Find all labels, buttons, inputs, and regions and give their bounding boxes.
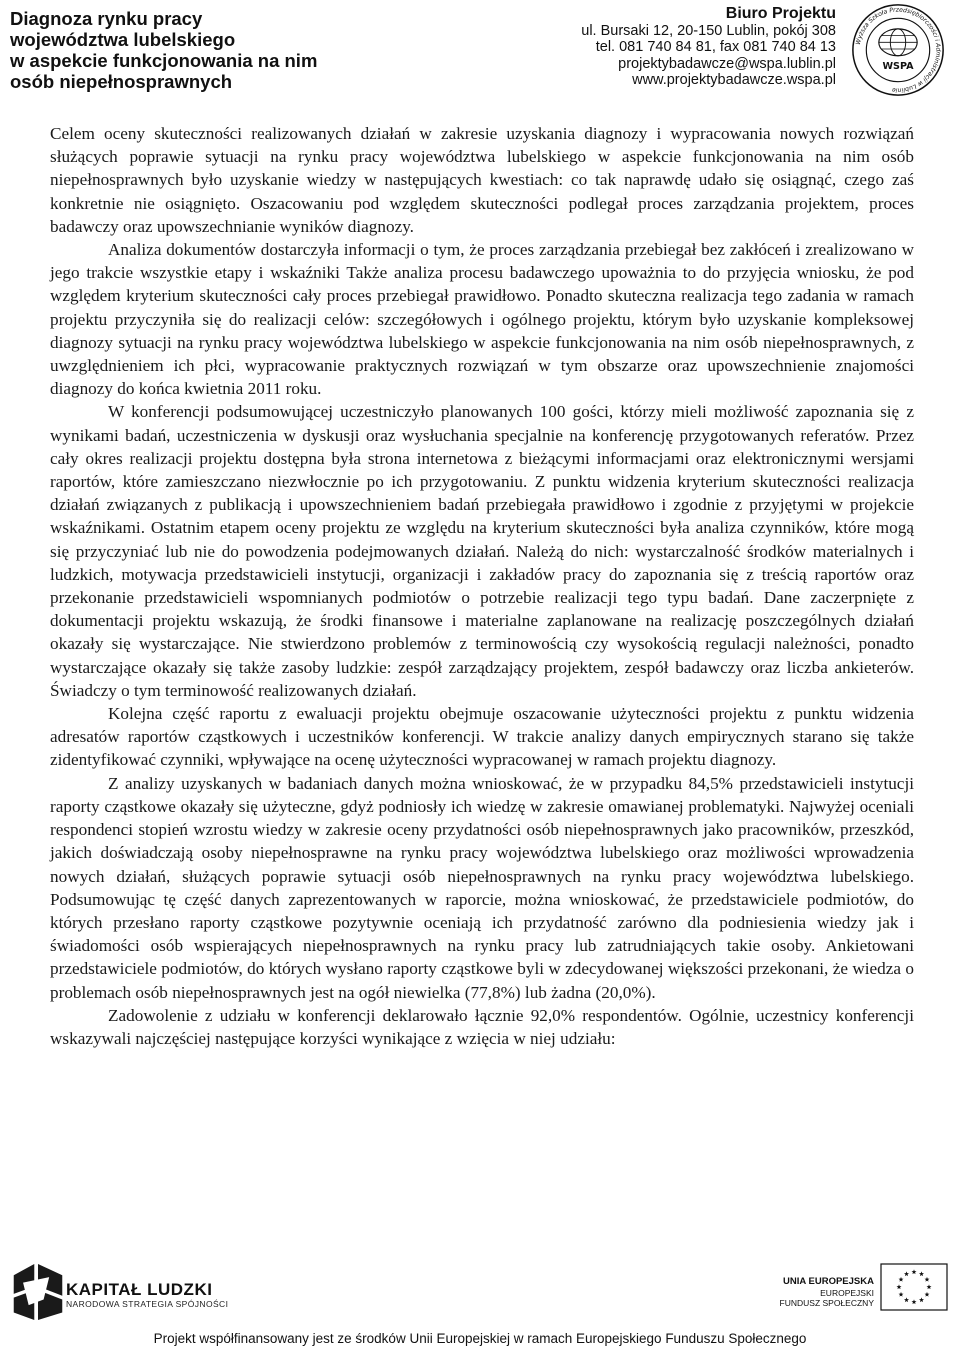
eu-line: EUROPEJSKI [820, 1287, 874, 1298]
wspa-seal-logo-icon [850, 2, 946, 98]
paragraph: Celem oceny skuteczności realizowanych działań w zakresie uzyskania diagnozy i wypracowania nowych rozwiązań służących poprawie sytuacji na rynku pracy województwa lubelskiego w aspekcie funkcjonowania na nim osób niepełnosprawnych było uzyskanie wiedzy w następujących kwestiach: co tak naprawdę udało się osiągnąć, czego zaś konkretnie nie osiągnięto. Oszacowaniu pod względem skuteczności podlegał proces zarządzania projektem, proces badawczy oraz upowszechnianie wyników diagnozy. [50, 124, 914, 236]
document-title [10, 8, 450, 92]
paragraph: Analiza dokumentów dostarczyła informacji o tym, że proces zarządzania przebiegał bez zakłóceń i zrealizowano w jego trakcie wszystkie etapy i wskaźniki Także analiza procesu badawczego upoważnia to do przyjęcia wniosku, że pod względem kryterium skuteczności cały proces przebiegał prawidłowo. Ponadto skuteczna realizacja tego zadania w ramach projektu przyczyniła się do realizacji celów: szczegółowych i ogólnego projektu, którym było uzyskanie kompleksowej diagnozy sytuacji na rynku pracy województwa lubelskiego w aspekcie funkcjonowania na nim osób niepełnosprawnych, z uwzględnieniem ich płci, wypracowanie praktycznych rozwiązań w tym obszarze oraz upowszechnienie znajomości diagnozy do końca kwietnia 2011 roku. [50, 240, 914, 399]
eu-label [780, 1277, 874, 1309]
page-header [0, 0, 960, 104]
eu-title: UNIA EUROPEJSKA [783, 1276, 874, 1287]
kapital-ludzki-logo-icon [10, 1262, 66, 1322]
eu-line: FUNDUSZ SPOŁECZNY [779, 1298, 874, 1308]
logo-acronym: WSPA [882, 61, 914, 73]
kapital-ludzki-title: KAPITAŁ LUDZKI [66, 1280, 213, 1299]
paragraph: Kolejna część raportu z ewaluacji projektu obejmuje oszacowanie użyteczności projektu z punktu widzenia adresatów raportów cząstkowych i uczestników konferencji. W trakcie analizy danych empirycznych starano się także zidentyfikować czynniki, wpływające na ocenę użyteczności wypracowanej w ramach projektu diagnozy. [50, 704, 914, 770]
funding-note: Projekt współfinansowany jest ze środków Unii Europejskiej w ramach Europejskiego Funduszu Społecznego [153, 1331, 807, 1346]
title-line: Diagnoza rynku pracy [10, 8, 203, 29]
paragraph: Z analizy uzyskanych w badaniach danych można wnioskować, że w przypadku 84,5% przedstawicieli instytucji raporty cząstkowe okazały się użyteczne, gdyż podniosły ich wiedzę w zakresie omawianej problematyki. Najwyżej oceniali respondenci stopień wzrostu wiedzy w zakresie oceny przydatności osób niepełnosprawnych jako pracowników, przeszkód, jakich doświadczają osoby niepełnosprawne na rynku pracy województwa lubelskiego oraz możliwości wprowadzenia nowych działań, służących poprawie sytuacji osób niepełnosprawnych na rynku pracy województwa lubelskiego. Podsumowując tę część danych zaprezentowanych w raporcie, można wnioskować, że przedstawiciele podmiotów, do których przesłano raporty cząstkowe pozytywnie oceniają ich przydatność zarówno dla podniesienia wiedzy jak i świadomości osób wspierających niepełnosprawnych na rynku pracy lub zatrudniających takie osoby. Ankietowani przedstawiciele podmiotów, do których wysłano raporty cząstkowe byli w zdecydowanej większości przekonani, że wiedza o problemach osób niepełnosprawnych jest na ogół niewielka (77,8%) lub żadna (20,0%). [50, 773, 914, 1002]
logo-ring-text: Wyższa Szkoła Przedsiębiorczości i Administracji w Lublinie [854, 6, 942, 94]
office-email: projektybadawcze@wspa.lublin.pl [618, 55, 836, 72]
kapital-ludzki-label [66, 1280, 228, 1310]
office-phone: tel. 081 740 84 81, fax 081 740 84 13 [595, 39, 836, 55]
eu-flag-logo-icon [880, 1263, 948, 1311]
kapital-ludzki-subtitle: NARODOWA STRATEGIA SPÓJNOŚCI [66, 1299, 229, 1309]
paragraph: W konferencji podsumowującej uczestniczyło planowanych 100 gości, którzy mieli możliwość zapoznania się z wynikami badań, uczestniczenia w dyskusji oraz wysłuchania specjalnie na konferencję przygotowanych referatów. Przez cały okres realizacji projektu dostępna była strona internetowa z bieżącymi informacjami oraz elektronicznymi wersjami raportów, które zamieszczano niezwłocznie po ich przygotowaniu. Z punktu widzenia kryterium skuteczności realizacja działań związanych z publikacją i upowszechnieniem badań przebiegała prawidłowo i zgodnie z przyjętymi w projekcie wskaźnikami. Ostatnim etapem oceny projektu ze względu na kryterium skuteczności była analiza czynników, które mogą się przyczyniać lub nie do powodzenia podejmowanych działań. Należą do nich: wystarczalność środków materialnych i ludzkich, motywacja przedstawicieli instytucji, organizacji i zakładów pracy do zapoznania się z treścią raportów oraz przekonanie przedstawicieli wspomnianych podmiotów o potrzebie realizacji tego typu badań. Dane zaczerpnięte z dokumentacji projektu wskazują, że środki finansowe i materialne zaplanowane na realizację poszczególnych działań okazały się wystarczające. Nie stwierdzono problemów z terminowością czy wysokością regulacji należności, ponadto wystarczające okazały się także zasoby ludzkie: zespół zarządzający projektem, zespół badawczy oraz liczba ankieterów. Świadczy o tym terminowość realizowanych działań. [50, 402, 914, 700]
office-website: www.projektybadawcze.wspa.pl [632, 72, 836, 88]
title-line: województwa lubelskiego [10, 29, 236, 50]
title-line: w aspekcie funkcjonowania na nim [10, 50, 318, 71]
main-text [50, 122, 914, 1050]
office-address: ul. Bursaki 12, 20-150 Lublin, pokój 308 [581, 22, 836, 39]
paragraph: Zadowolenie z udziału w konferencji deklarowało łącznie 92,0% respondentów. Ogólnie, uczestnicy konferencji wskazywali najczęściej następujące korzyści wynikające z wzięcia w niej udziału: [50, 1005, 914, 1048]
svg-text:Wyższa Szkoła Przedsiębiorczoś [855, 7, 942, 94]
project-office-contact [581, 6, 836, 89]
office-name: Biuro Projektu [725, 5, 836, 22]
title-line: osób niepełnosprawnych [10, 71, 233, 92]
